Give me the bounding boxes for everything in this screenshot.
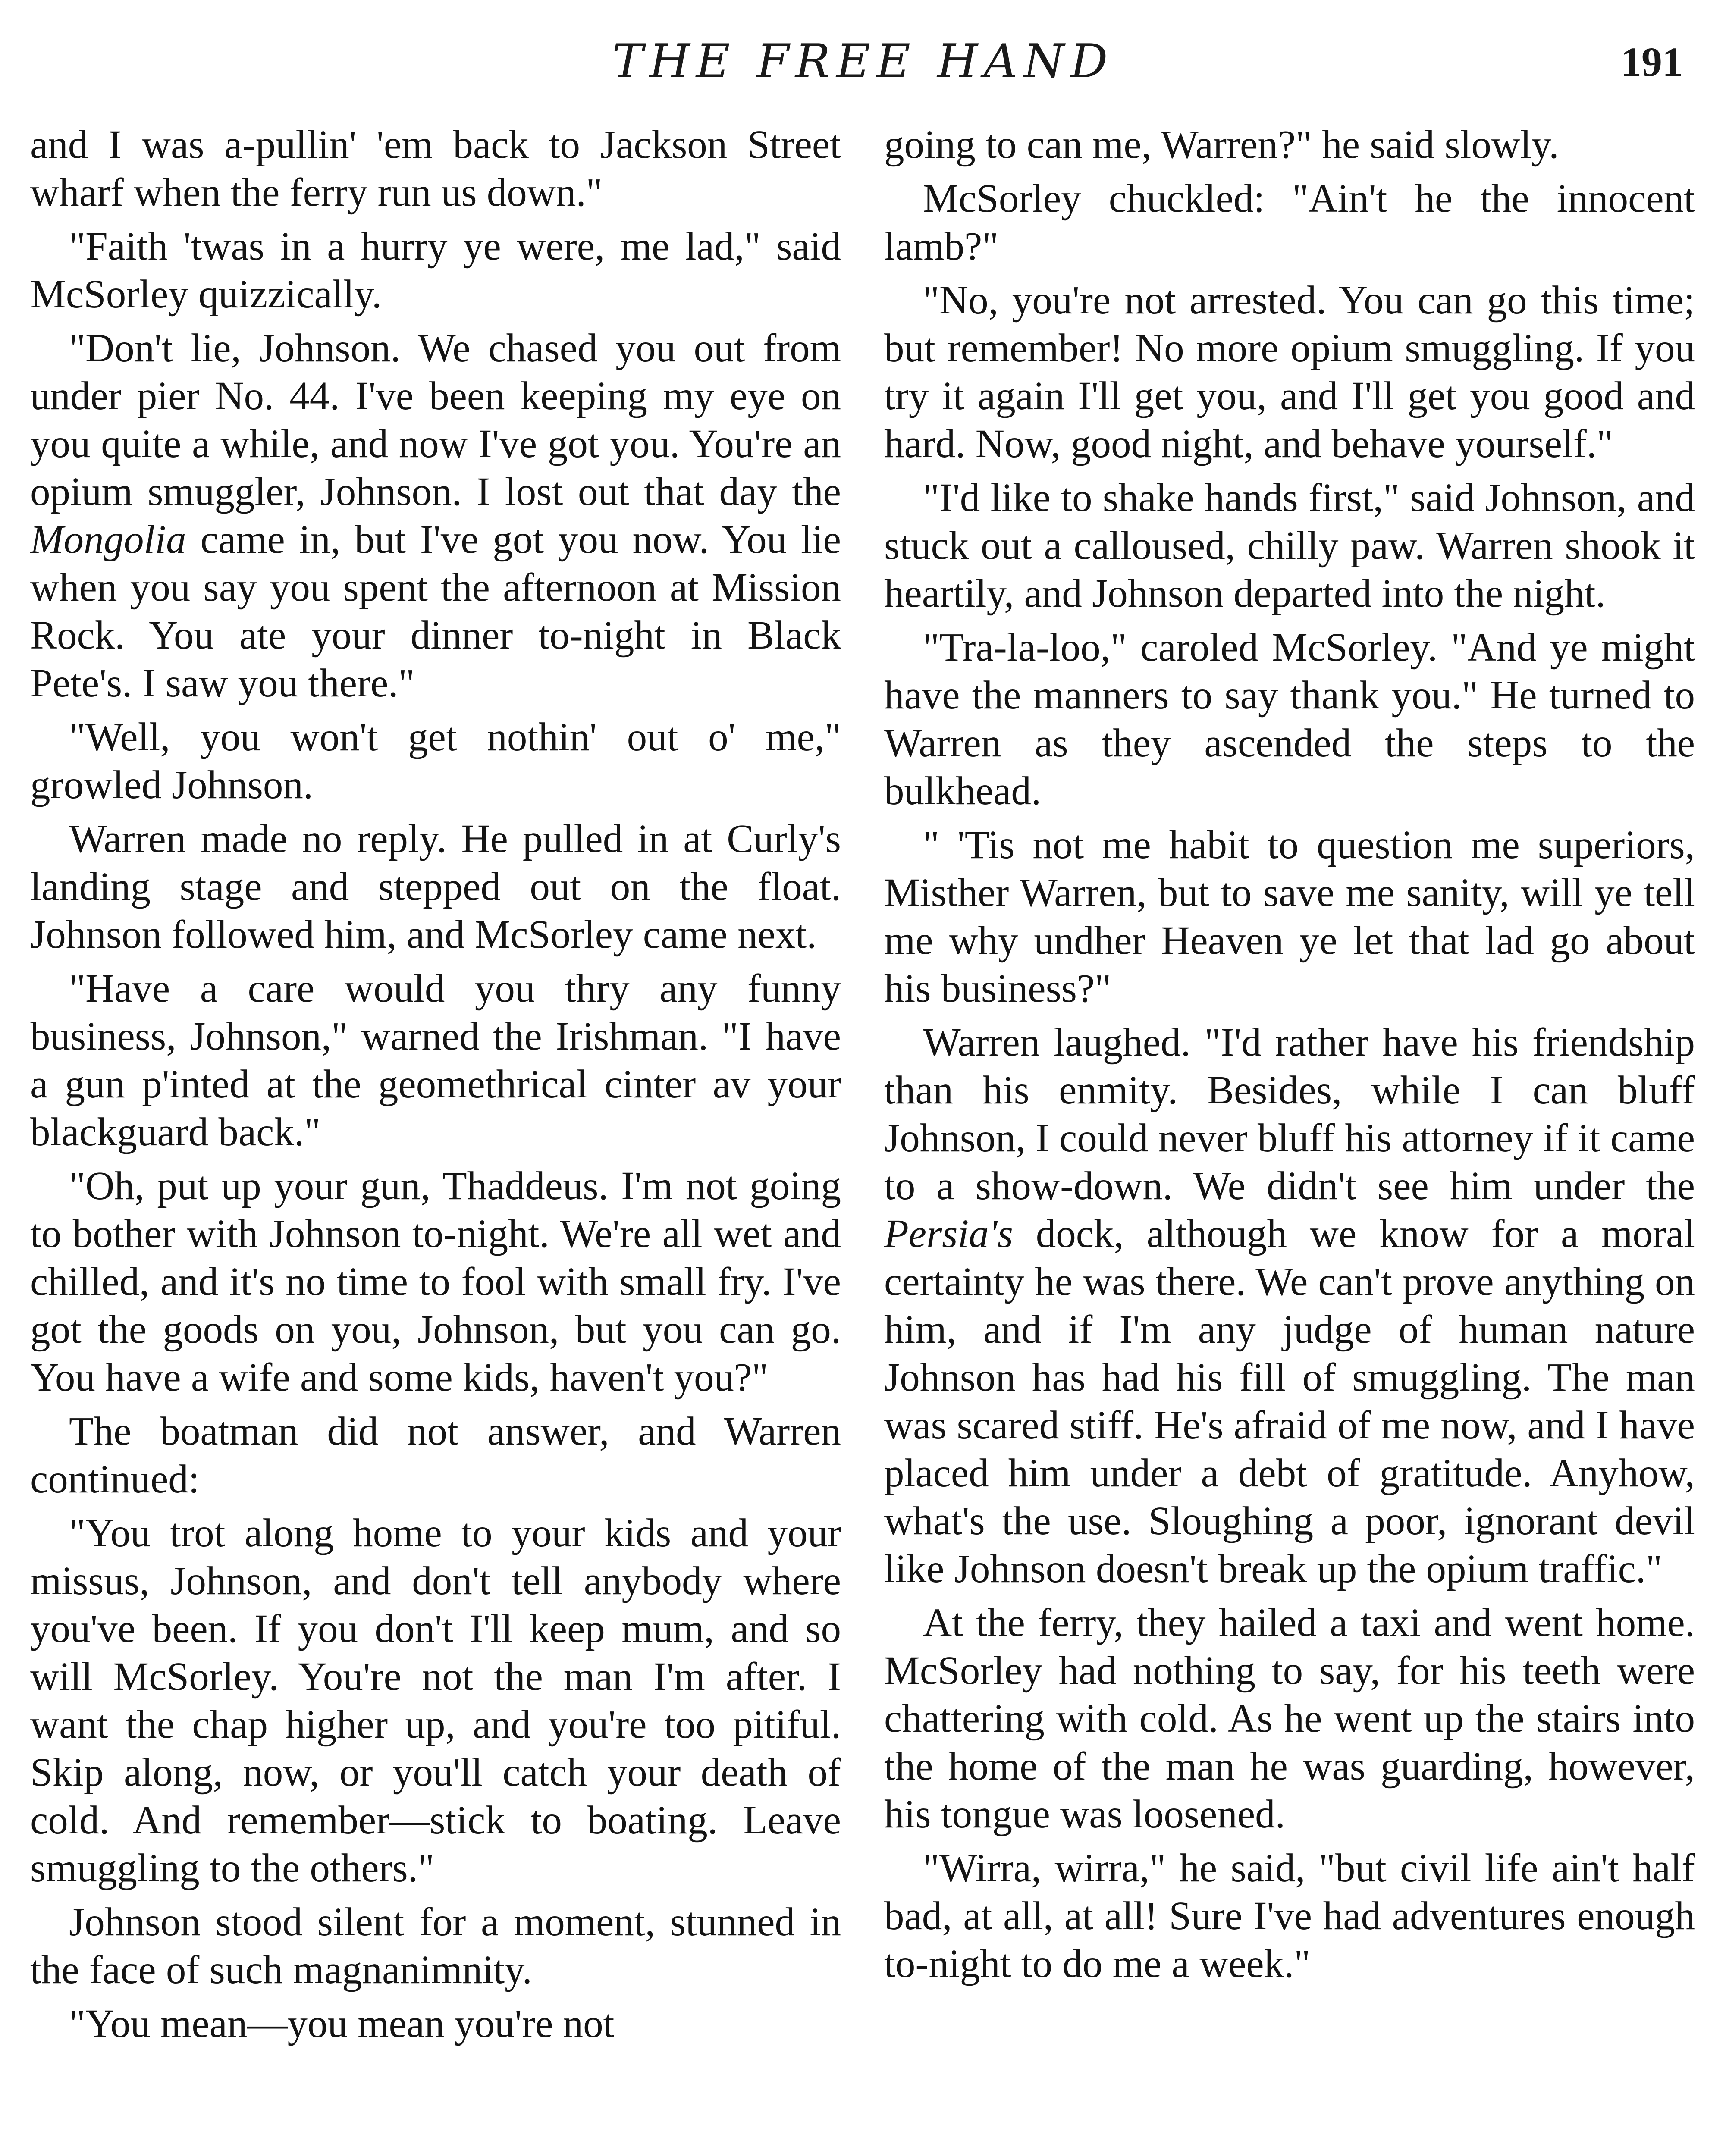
paragraph: "Well, you won't get nothin' out o' me," growled Johnson.: [30, 715, 841, 807]
paragraph-text: dock, although we know for a moral certainty he was there. We can't prove anything on him, and if I'm any judge of human nature Johnson has had his fill of smuggling. The man was scared stiff. He's afraid of me now, and I have placed him under a debt of gratitude. Anyhow, what's the use. Sloughing a poor, ignorant devil like Johnson doesn't break up the opium traffic.": [884, 1212, 1695, 1591]
paragraph: "Have a care would you thry any funny business, Johnson," warned the Irishman. "I have a gun p'inted at the geomethrical cinter av your blackguard back.": [30, 966, 841, 1154]
paragraph: "Tra-la-loo," caroled McSorley. "And ye might have the manners to say thank you." He turned to Warren as they ascended the steps to the bulkhead.: [884, 625, 1695, 813]
paragraph-text: "Don't lie, Johnson. We chased you out from under pier No. 44. I've been keeping my eye on you quite a while, and now I've got you. You're an opium smuggler, Johnson. I lost out that day the: [30, 326, 841, 514]
right-column: [884, 121, 1695, 2156]
paragraph: "Faith 'twas in a hurry ye were, me lad," said McSorley quizzically.: [30, 224, 841, 317]
paragraph: Warren made no reply. He pulled in at Curly's landing stage and stepped out on the float. Johnson followed him, and McSorley came next.: [30, 817, 841, 957]
left-column: [30, 121, 841, 2156]
running-title: THE FREE HAND: [612, 34, 1114, 88]
running-header: [0, 26, 1726, 108]
paragraph-text: Warren laughed. "I'd rather have his friendship than his enmity. Besides, while I can bluff Johnson, I could never bluff his attorney if it came to a show-down. We didn't see him under the: [884, 1020, 1695, 1208]
paragraph: going to can me, Warren?" he said slowly.: [884, 122, 1559, 167]
paragraph: "Oh, put up your gun, Thaddeus. I'm not going to bother with Johnson to-night. We're all wet and chilled, and it's no time to fool with small fry. I've got the goods on you, Johnson, but you can go. You have a wife and some kids, haven't you?": [30, 1164, 841, 1400]
paragraph: McSorley chuckled: "Ain't he the innocent lamb?": [884, 176, 1695, 269]
paragraph: "I'd like to shake hands first," said Johnson, and stuck out a calloused, chilly paw. Warren shook it heartily, and Johnson departed into the night.: [884, 476, 1695, 616]
paragraph: [884, 1018, 1695, 1593]
paragraph: "Wirra, wirra," he said, "but civil life ain't half bad, at all, at all! Sure I've had adventures enough to-night to do me a week.": [884, 1846, 1695, 1986]
paragraph: Johnson stood silent for a moment, stunned in the face of such magnanimnity.: [30, 1900, 841, 1992]
paragraph: [30, 324, 841, 707]
paragraph: At the ferry, they hailed a taxi and went home. McSorley had nothing to say, for his teeth were chattering with cold. As he went up the stairs into the home of the man he was guarding, however, his tongue was loosened.: [884, 1601, 1695, 1836]
text-columns: [30, 121, 1695, 2156]
paragraph: "No, you're not arrested. You can go this time; but remember! No more opium smuggling. If you try it again I'll get you, and I'll get you good and hard. Now, good night, and behave yourself.": [884, 278, 1695, 466]
paragraph: "You mean—you mean you're not: [69, 2002, 615, 2046]
paragraph-text: came in, but I've got you now. You lie when you say you spent the afternoon at Mission Rock. You ate your dinner to-night in Black Pete's. I saw you there.": [30, 517, 841, 705]
paragraph: "You trot along home to your kids and your missus, Johnson, and don't tell anybody where you've been. If you don't I'll keep mum, and so will McSorley. You're not the man I'm after. I want the chap higher up, and you're too pitiful. Skip along, now, or you'll catch your death of cold. And remember—stick to boating. Leave smuggling to the others.": [30, 1511, 841, 1890]
ship-name: Mongolia: [30, 517, 186, 562]
page-number: 191: [1621, 39, 1683, 85]
paragraph: The boatman did not answer, and Warren continued:: [30, 1409, 841, 1501]
ship-name: Persia's: [884, 1212, 1013, 1256]
paragraph: " 'Tis not me habit to question me superiors, Misther Warren, but to save me sanity, will ye tell me why undher Heaven ye let that lad go about his business?": [884, 823, 1695, 1011]
paragraph: and I was a-pullin' 'em back to Jackson Street wharf when the ferry run us down.": [30, 122, 841, 215]
